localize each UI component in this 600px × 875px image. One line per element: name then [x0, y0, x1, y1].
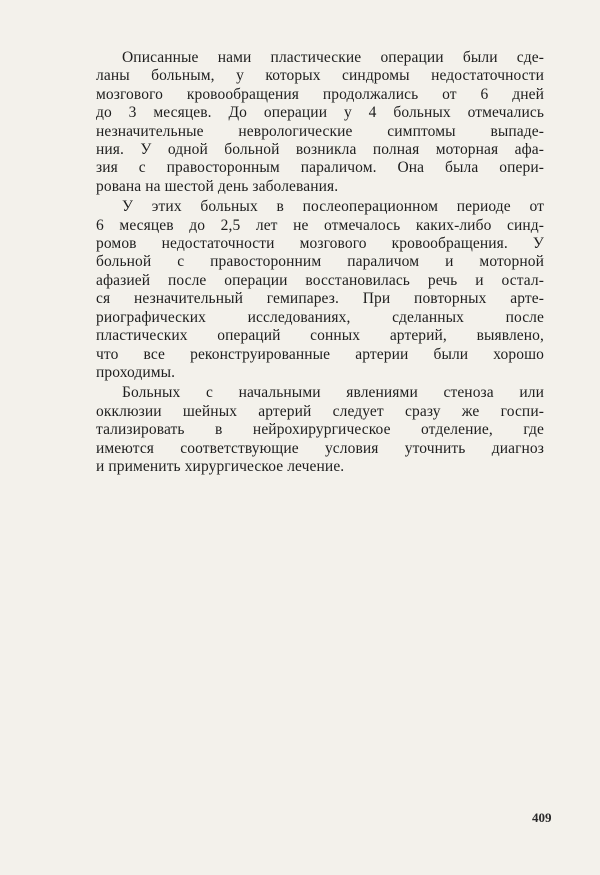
- text-line: окклюзии шейных артерий следует сразу же госпи-: [96, 402, 544, 420]
- text-line: пластических операций сонных артерий, выявлено,: [96, 327, 544, 345]
- text-line: У этих больных в послеоперационном периоде от: [122, 198, 544, 216]
- text-line: тализировать в нейрохирургическое отделение, где: [96, 421, 544, 439]
- text-line: проходимы.: [96, 363, 176, 381]
- text-line: афазией после операции восстановилась речь и остал-: [96, 271, 544, 289]
- text-line: ния. У одной больной возникла полная моторная афа-: [96, 141, 544, 159]
- page-number: 409: [532, 810, 552, 825]
- text-line: ся незначительный гемипарез. При повторных арте-: [96, 290, 544, 308]
- text-line: риографических исследованиях, сделанных после: [96, 308, 544, 326]
- text-line: 6 месяцев до 2,5 лет не отмечалось каких-либо синд-: [96, 216, 544, 234]
- paragraph-1: [96, 49, 544, 196]
- text-line: мозгового кровообращения продолжались от 6 дней: [96, 85, 544, 103]
- text-line: больной с правосторонним параличом и моторной: [96, 253, 544, 271]
- text-line: и применить хирургическое лечение.: [96, 457, 345, 475]
- paragraph-3: [96, 384, 544, 476]
- text-line: имеются соответствующие условия уточнить диагноз: [96, 439, 544, 457]
- text-line: до 3 месяцев. До операции у 4 больных отмечались: [96, 104, 544, 122]
- text-line: Описанные нами пластические операции были сде-: [122, 49, 544, 66]
- text-line: незначительные неврологические симптомы выпаде-: [96, 122, 544, 140]
- text-line: что все реконструированные артерии были хорошо: [96, 345, 544, 363]
- text-line: Больных с начальными явлениями стеноза или: [122, 384, 544, 402]
- text-line: зия с правосторонным параличом. Она была опери-: [96, 159, 544, 177]
- text-line: ромов недостаточности мозгового кровообращения. У: [96, 235, 544, 253]
- text-line: ланы больным, у которых синдромы недостаточности: [96, 67, 544, 85]
- text-line: рована на шестой день заболевания.: [96, 177, 339, 195]
- body-text: [96, 49, 544, 476]
- paragraph-2: [96, 198, 544, 382]
